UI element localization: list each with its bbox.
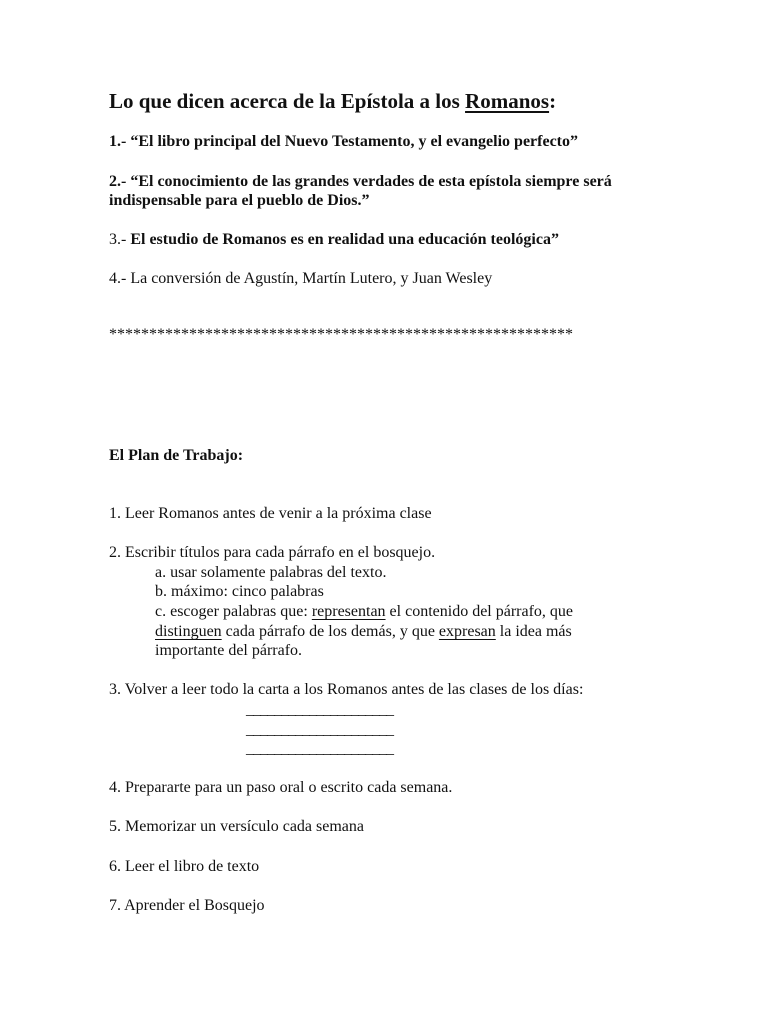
text-span: la idea más bbox=[495, 623, 572, 640]
quote-item-3-text: El estudio de Romanos es en realidad una educación teológica” bbox=[130, 231, 559, 248]
underlined-representan: representan bbox=[311, 603, 386, 620]
plan-item-2c-line-2 bbox=[155, 622, 572, 642]
plan-item-5: 5. Memorizar un versículo cada semana bbox=[109, 818, 365, 835]
underlined-distinguen: distinguen bbox=[155, 623, 222, 640]
blank-line-1: _____________________ bbox=[246, 701, 393, 718]
title-suffix: : bbox=[549, 89, 557, 113]
section-title-plan: El Plan de Trabajo: bbox=[109, 447, 244, 464]
plan-item-4: 4. Prepararte para un paso oral o escrito cada semana. bbox=[109, 779, 453, 796]
plan-item-2b: b. máximo: cinco palabras bbox=[155, 583, 324, 600]
text-span: el contenido del párrafo, que bbox=[385, 603, 574, 620]
quote-item-3 bbox=[109, 230, 559, 250]
title-romanos: Romanos bbox=[465, 89, 550, 113]
quote-item-4: 4.- La conversión de Agustín, Martín Lutero, y Juan Wesley bbox=[109, 270, 493, 287]
section-title-quotes bbox=[109, 88, 556, 114]
plan-item-6: 6. Leer el libro de texto bbox=[109, 858, 260, 875]
separator-stars: ********************************************************** bbox=[109, 326, 573, 343]
plan-item-2: 2. Escribir títulos para cada párrafo en el bosquejo. bbox=[109, 544, 436, 561]
plan-item-2a: a. usar solamente palabras del texto. bbox=[155, 564, 387, 581]
quote-item-3-number: 3.- bbox=[109, 231, 131, 248]
title-prefix: Lo que dicen acerca de la Epístola a los bbox=[109, 89, 466, 113]
quote-item-2-line-2: indispensable para el pueblo de Dios.” bbox=[109, 192, 370, 209]
plan-item-7: 7. Aprender el Bosquejo bbox=[109, 897, 265, 914]
quote-item-1: 1.- “El libro principal del Nuevo Testamento, y el evangelio perfecto” bbox=[109, 133, 579, 150]
plan-item-2c-line-3: importante del párrafo. bbox=[155, 642, 303, 659]
blank-line-2: _____________________ bbox=[246, 721, 393, 738]
plan-item-3: 3. Volver a leer todo la carta a los Romanos antes de las clases de los días: bbox=[109, 681, 584, 698]
blank-line-3: _____________________ bbox=[246, 740, 393, 757]
text-span: c. escoger palabras que: bbox=[155, 603, 312, 620]
quote-item-2-line-1: 2.- “El conocimiento de las grandes verdades de esta epístola siempre será bbox=[109, 173, 612, 190]
underlined-expresan: expresan bbox=[438, 623, 496, 640]
plan-item-2c-line-1 bbox=[155, 602, 573, 622]
text-span: cada párrafo de los demás, y que bbox=[221, 623, 439, 640]
plan-item-1: 1. Leer Romanos antes de venir a la próxima clase bbox=[109, 505, 432, 522]
